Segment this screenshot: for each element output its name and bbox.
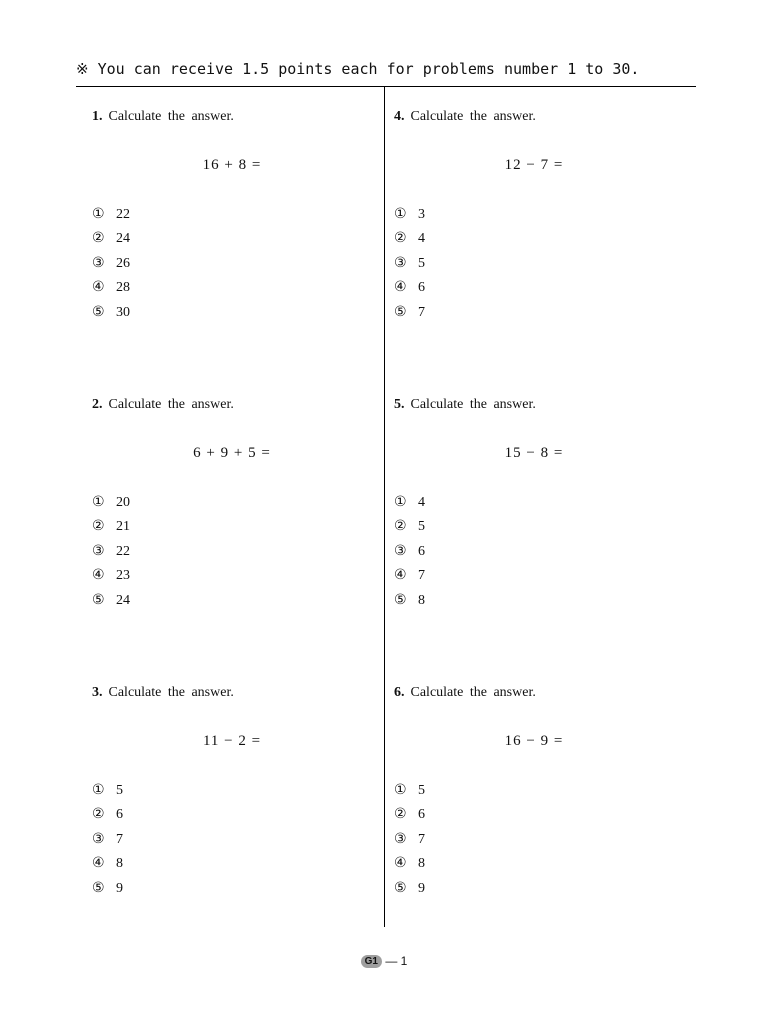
page-footer xyxy=(0,954,768,968)
expression: 6 + 9 + 5 = xyxy=(193,445,271,461)
expression: 16 − 9 = xyxy=(504,733,564,749)
question-6 xyxy=(394,685,674,701)
question-prompt: Calculate the answer. xyxy=(410,397,536,412)
header-divider xyxy=(76,86,696,87)
answer-option[interactable]: ③ 26 xyxy=(92,254,130,271)
grade-badge: G1 xyxy=(361,955,382,968)
question-2 xyxy=(92,397,372,413)
answer-option[interactable]: ③ 22 xyxy=(92,542,130,559)
question-prompt: Calculate the answer. xyxy=(108,397,234,412)
answer-option[interactable]: ③ 6 xyxy=(394,542,425,559)
answer-option[interactable]: ③ 7 xyxy=(92,830,123,847)
answer-option[interactable]: ① 20 xyxy=(92,494,130,510)
problem-1 xyxy=(92,109,372,339)
answer-option[interactable]: ⑤ 9 xyxy=(92,879,123,896)
question-prompt: Calculate the answer. xyxy=(108,109,234,124)
question-number: 6. xyxy=(394,685,405,700)
question-prompt: Calculate the answer. xyxy=(410,685,536,700)
answer-options xyxy=(92,490,130,612)
answer-option[interactable]: ① 5 xyxy=(92,782,123,798)
expression: 12 − 7 = xyxy=(504,157,564,173)
answer-option[interactable]: ② 6 xyxy=(92,806,123,823)
problem-5 xyxy=(394,397,674,627)
answer-options xyxy=(394,490,425,612)
question-1 xyxy=(92,109,372,125)
answer-option[interactable]: ⑤ 7 xyxy=(394,303,425,320)
answer-option[interactable]: ② 21 xyxy=(92,518,130,535)
problem-6 xyxy=(394,685,674,915)
answer-option[interactable]: ③ 7 xyxy=(394,830,425,847)
expression: 16 + 8 = xyxy=(202,157,262,173)
problem-2 xyxy=(92,397,372,627)
answer-option[interactable]: ② 24 xyxy=(92,230,130,247)
question-prompt: Calculate the answer. xyxy=(410,109,536,124)
answer-option[interactable]: ① 22 xyxy=(92,206,130,222)
question-5 xyxy=(394,397,674,413)
instructions-header: ※ You can receive 1.5 points each for problems number 1 to 30. xyxy=(76,60,640,78)
answer-option[interactable]: ④ 28 xyxy=(92,279,130,296)
answer-option[interactable]: ⑤ 8 xyxy=(394,591,425,608)
answer-option[interactable]: ④ 8 xyxy=(92,855,123,872)
answer-option[interactable]: ① 5 xyxy=(394,782,425,798)
expression: 11 − 2 = xyxy=(202,733,262,749)
answer-option[interactable]: ① 3 xyxy=(394,206,425,222)
answer-option[interactable]: ① 4 xyxy=(394,494,425,510)
page-number: 1 xyxy=(400,954,408,968)
question-prompt: Calculate the answer. xyxy=(108,685,234,700)
question-3 xyxy=(92,685,372,701)
answer-option[interactable]: ⑤ 30 xyxy=(92,303,130,320)
answer-option[interactable]: ② 5 xyxy=(394,518,425,535)
answer-options xyxy=(394,202,425,324)
column-divider xyxy=(384,87,385,927)
answer-option[interactable]: ④ 6 xyxy=(394,279,425,296)
answer-option[interactable]: ② 4 xyxy=(394,230,425,247)
footer-separator: — xyxy=(385,954,398,968)
question-number: 4. xyxy=(394,109,405,124)
question-4 xyxy=(394,109,674,125)
problem-3 xyxy=(92,685,372,915)
answer-option[interactable]: ③ 5 xyxy=(394,254,425,271)
expression: 15 − 8 = xyxy=(504,445,564,461)
answer-options xyxy=(92,778,123,900)
question-number: 3. xyxy=(92,685,103,700)
question-number: 2. xyxy=(92,397,103,412)
question-number: 5. xyxy=(394,397,405,412)
answer-option[interactable]: ④ 8 xyxy=(394,855,425,872)
problem-4 xyxy=(394,109,674,339)
answer-options xyxy=(394,778,425,900)
answer-option[interactable]: ⑤ 9 xyxy=(394,879,425,896)
answer-option[interactable]: ⑤ 24 xyxy=(92,591,130,608)
answer-option[interactable]: ② 6 xyxy=(394,806,425,823)
answer-options xyxy=(92,202,130,324)
answer-option[interactable]: ④ 23 xyxy=(92,567,130,584)
answer-option[interactable]: ④ 7 xyxy=(394,567,425,584)
question-number: 1. xyxy=(92,109,103,124)
